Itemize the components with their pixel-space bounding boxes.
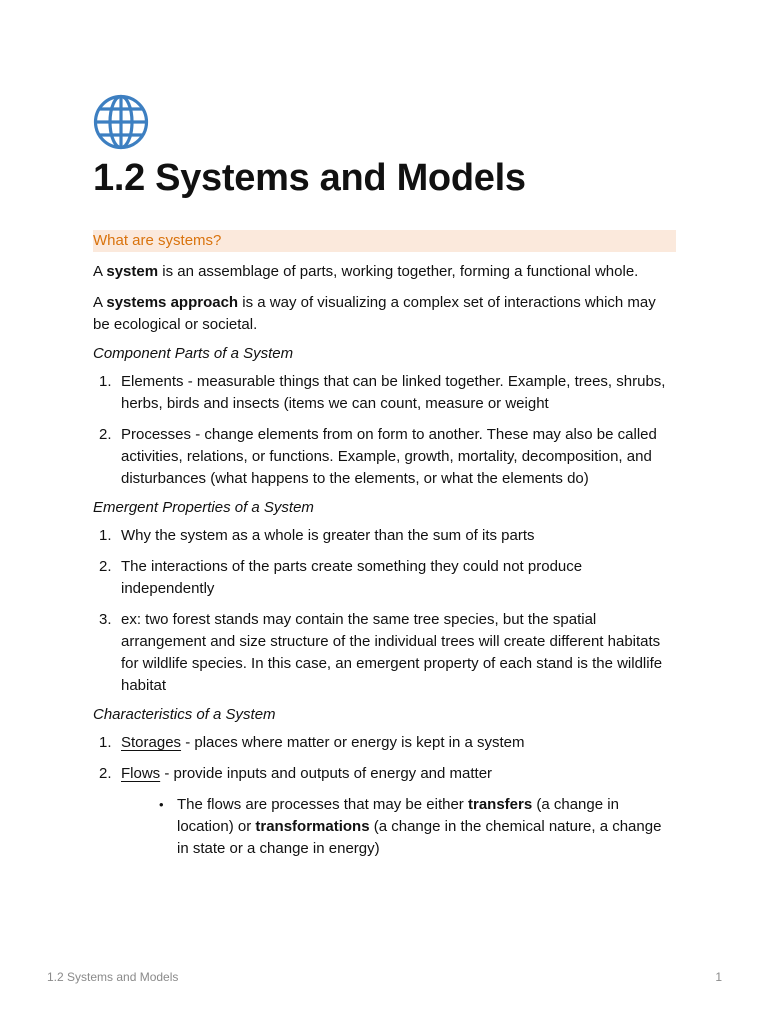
page-number: 1: [715, 970, 722, 984]
footer-title: 1.2 Systems and Models: [47, 970, 179, 984]
list-item: 2. Processes - change elements from on form to another. These may also be called activities, relations, or functions. Example, growth, mortality, decomposition, and disturbances (what happens to the elements, or what the elements do): [99, 426, 657, 487]
bullet-icon: •: [159, 797, 164, 812]
characteristics-heading: Characteristics of a System: [93, 706, 276, 723]
systems-approach-definition: A systems approach is a way of visualizing a complex set of interactions which may be ecological or societal.: [93, 294, 656, 333]
globe-icon: [93, 94, 149, 150]
storages-term: Storages: [121, 734, 182, 751]
systems-approach-term: systems approach: [106, 294, 239, 311]
section-callout: What are systems?: [93, 230, 676, 252]
list-item: 3. ex: two forest stands may contain the same tree species, but the spatial arrangement and size structure of the individual trees will create different habitats for wildlife species. In this case, an emergent property of each stand is the wildlife habitat: [99, 611, 663, 694]
component-parts-list: [93, 371, 676, 490]
emergent-properties-heading: Emergent Properties of a System: [93, 499, 314, 516]
flows-term: Flows: [121, 765, 161, 782]
page-title: 1.2 Systems and Models: [93, 157, 526, 199]
list-item: 2. The interactions of the parts create something they could not produce independently: [99, 558, 583, 597]
component-parts-heading: Component Parts of a System: [93, 345, 294, 362]
characteristics-list: [93, 732, 676, 860]
list-item: 1. Why the system as a whole is greater than the sum of its parts: [99, 527, 535, 544]
document-page: [93, 94, 676, 860]
list-item: 1. Storages - places where matter or energy is kept in a system: [99, 734, 525, 751]
list-item: 2. Flows - provide inputs and outputs of energy and matter • The flows are processes that may be either transfers (a change in location) or transformations (a change in the chemical nature, a change in state or a change in energy): [93, 763, 676, 860]
list-item: 1. Elements - measurable things that can be linked together. Example, trees, shrubs, herbs, birds and insects (items we can count, measure or weight: [99, 373, 666, 412]
system-term: system: [106, 263, 159, 280]
system-definition: A system is an assemblage of parts, working together, forming a functional whole.: [93, 263, 639, 280]
flows-sub-list: [121, 794, 676, 860]
list-item: • The flows are processes that may be either transfers (a change in location) or transformations (a change in the chemical nature, a change in state or a change in energy): [159, 796, 662, 857]
emergent-properties-list: [93, 525, 676, 697]
